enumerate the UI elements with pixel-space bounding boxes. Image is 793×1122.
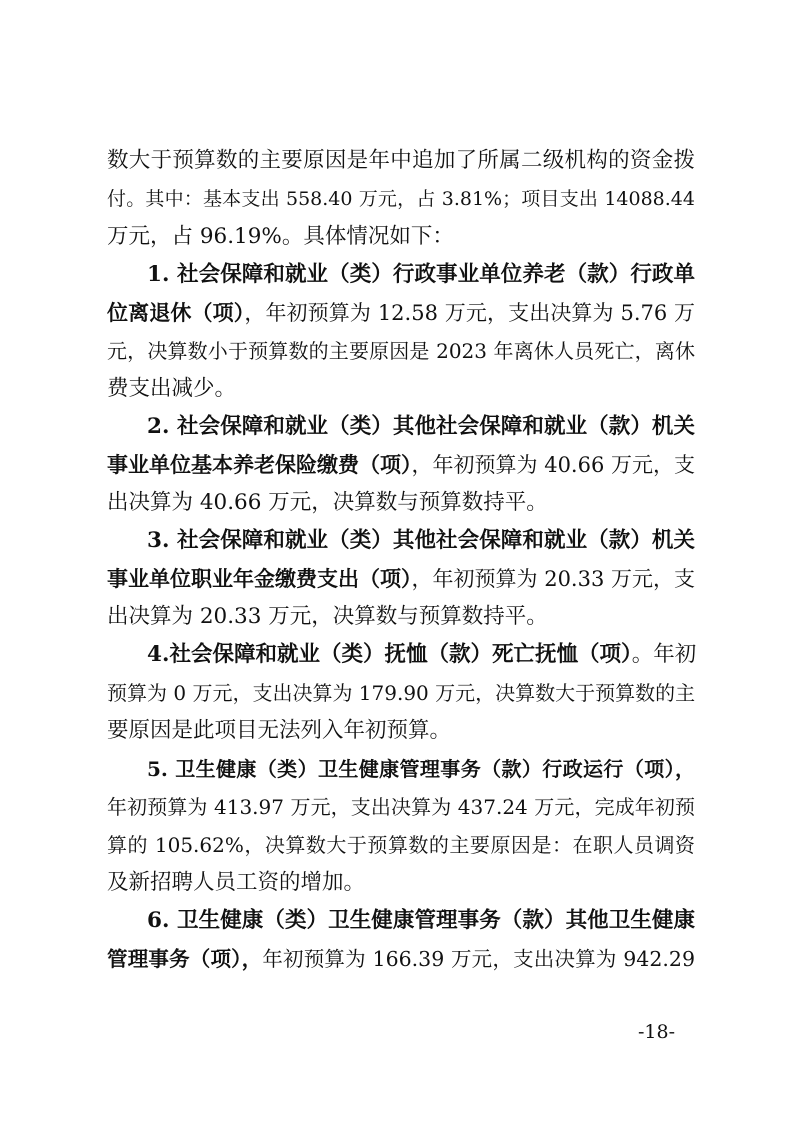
- paragraph-line: 要原因是此项目无法列入年初预算。: [107, 718, 452, 743]
- paragraph-line: 付。其中：基本支出 558.40 万元，占 3.81%；项目支出 14088.44: [107, 188, 695, 210]
- paragraph-line: 及新招聘人员工资的增加。: [107, 870, 366, 895]
- paragraph-line: 数大于预算数的主要原因是年中追加了所属二级机构的资金拨: [107, 148, 695, 173]
- paragraph-line: 出决算为 20.33 万元，决算数与预算数持平。: [107, 604, 548, 629]
- paragraph-line: 事业单位职业年金缴费支出（项），年初预算为 20.33 万元，支: [107, 566, 696, 591]
- paragraph-line: 年初预算为 413.97 万元，支出决算为 437.24 万元，完成年初预: [107, 795, 695, 819]
- paragraph-line: 万元，占 96.19%。具体情况如下：: [107, 224, 454, 249]
- item-1-heading: 1. 社会保障和就业（类）行政事业单位养老（款）行政单: [147, 262, 695, 287]
- paragraph-line: 位离退休（项），年初预算为 12.58 万元，支出决算为 5.76 万: [107, 300, 696, 325]
- paragraph-line: 出决算为 40.66 万元，决算数与预算数持平。: [107, 490, 548, 515]
- page-number: -18-: [638, 1021, 676, 1043]
- paragraph-line: 管理事务（项），年初预算为 166.39 万元，支出决算为 942.29: [107, 947, 695, 971]
- paragraph-line: 元，决算数小于预算数的主要原因是 2023 年离休人员死亡，离休: [107, 339, 695, 363]
- item-4-heading: 4.社会保障和就业（类）抚恤（款）死亡抚恤（项）。年初: [147, 642, 697, 667]
- item-6-heading: 6. 卫生健康（类）卫生健康管理事务（款）其他卫生健康: [147, 908, 695, 933]
- item-2-heading: 2. 社会保障和就业（类）其他社会保障和就业（款）机关: [147, 414, 695, 439]
- item-3-heading: 3. 社会保障和就业（类）其他社会保障和就业（款）机关: [147, 528, 695, 553]
- paragraph-line: 预算为 0 万元，支出决算为 179.90 万元，决算数大于预算数的主: [107, 681, 696, 705]
- paragraph-line: 算的 105.62%，决算数大于预算数的主要原因是：在职人员调资: [107, 833, 695, 857]
- paragraph-line: 事业单位基本养老保险缴费（项），年初预算为 40.66 万元，支: [107, 452, 696, 477]
- paragraph-line: 费支出减少。: [107, 376, 237, 401]
- item-5-heading: 5. 卫生健康（类）卫生健康管理事务（款）行政运行（项），: [147, 757, 695, 781]
